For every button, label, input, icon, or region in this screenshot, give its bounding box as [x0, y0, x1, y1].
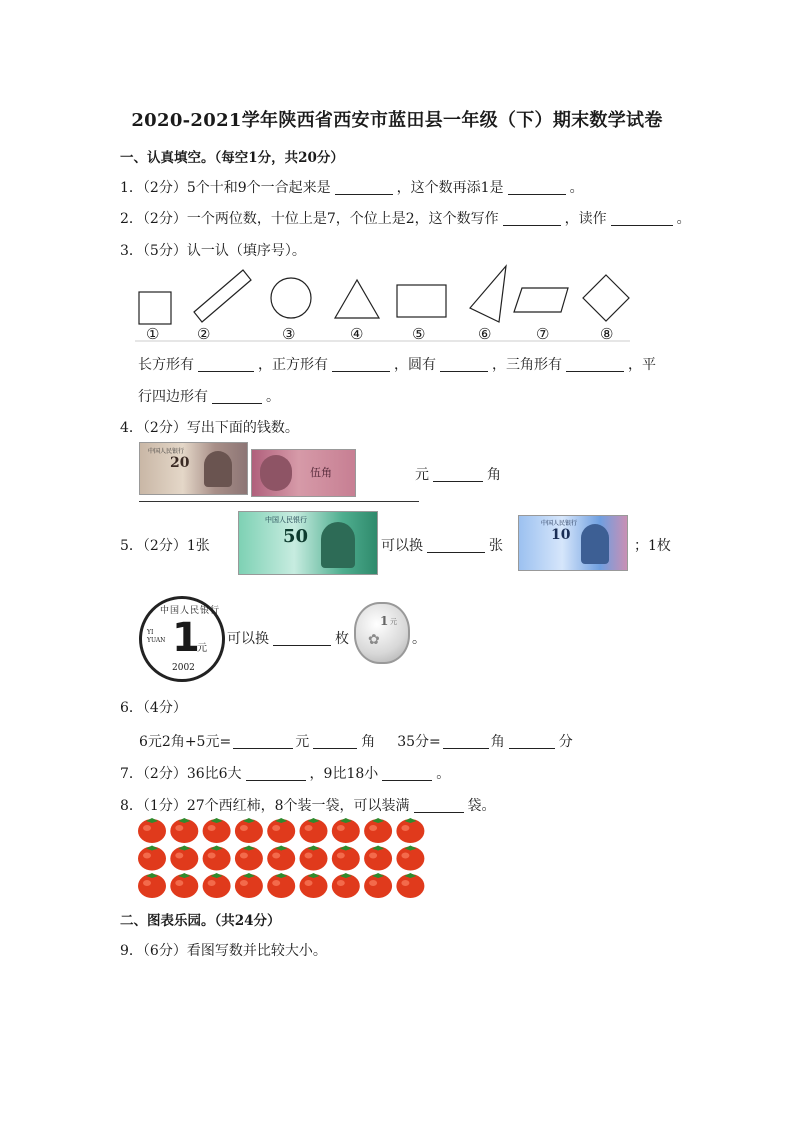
tomato-icon: [300, 818, 328, 843]
shape-label-4: ④: [350, 325, 364, 343]
tomato-icon: [138, 846, 166, 871]
tomato-icon: [332, 818, 360, 843]
q6-unit-d: 分: [558, 734, 573, 750]
tomato-icon: [170, 818, 198, 843]
q7-text-a: 7．（2分）36比6大: [120, 766, 242, 782]
note20-value: 20: [170, 455, 190, 471]
q5-text-g: 。: [412, 631, 426, 647]
shape-label-7: ⑦: [536, 325, 550, 343]
tomato-icon: [170, 873, 198, 898]
tomato-icon: [364, 818, 392, 843]
shape-label-5: ⑤: [412, 325, 426, 343]
tomato-icon: [300, 846, 328, 871]
q3-fill-f: 行四边形有: [138, 389, 208, 405]
tomato-icon: [267, 846, 295, 871]
q5-text-d: ；1枚: [634, 538, 671, 554]
q7-text-c: 。: [436, 766, 451, 782]
q2-text-a: 2．（2分）一个两位数，十位上是7，个位上是2，这个数写作: [120, 211, 499, 227]
q3-fill-b: ，正方形有: [258, 357, 328, 373]
section-1-heading: 一、认真填空。（每空1分，共20分）: [120, 150, 344, 166]
q3-fill-g: 。: [266, 389, 280, 405]
q4-yuan: 元: [415, 467, 429, 483]
tomato-icon: [396, 873, 424, 898]
q8-text-a: 8．（1分）27个西红柿，8个装一袋，可以装满: [120, 798, 410, 814]
tomato-icon: [300, 873, 328, 898]
q5-mei: 枚: [335, 631, 349, 647]
tomato-icon: [170, 846, 198, 871]
shape-label-1: ①: [146, 325, 160, 343]
shape-label-2: ②: [197, 325, 211, 343]
tomato-icon: [396, 846, 424, 871]
q4-jiao: 角: [487, 467, 501, 483]
q5-text-a: 5．（2分）1张: [120, 538, 210, 554]
tomato-icon: [235, 818, 263, 843]
question-3: 3．（5分）认一认（填序号）。: [120, 243, 306, 259]
q5-can-exchange: 可以换: [381, 538, 423, 554]
q6-unit-c: 角: [490, 734, 505, 750]
q2-text-b: ，读作: [564, 211, 607, 227]
note50-header: 中国人民银行: [265, 516, 307, 524]
q3-fill-e: ，平: [628, 357, 656, 373]
coin-year: 2002: [172, 663, 195, 673]
tomato-icon: [235, 873, 263, 898]
question-4: 4．（2分）写出下面的钱数。: [120, 420, 299, 436]
tomato-icon: [364, 846, 392, 871]
q3-fill-c: ，圆有: [394, 357, 436, 373]
q7-text-b: ，9比18小: [309, 766, 379, 782]
tomato-icon: [203, 818, 231, 843]
q6-expr-a: 6元2角+5元=: [139, 734, 232, 750]
note50-value: 50: [283, 526, 309, 547]
q1-text-a: 1．（2分）5个十和9个一合起来是: [120, 180, 331, 196]
tomato-icon: [396, 818, 424, 843]
small-coin-unit: 元: [390, 618, 397, 626]
tomato-icon: [332, 873, 360, 898]
tomato-icon: [332, 846, 360, 871]
question-9: 9．（6分）看图写数并比较大小。: [120, 943, 327, 959]
q3-fill-d: ，三角形有: [492, 357, 562, 373]
tomato-icon: [235, 846, 263, 871]
tomato-icon: [364, 873, 392, 898]
note10-value: 10: [551, 527, 571, 543]
shape-label-6: ⑥: [478, 325, 492, 343]
note5j-value: 伍角: [310, 466, 332, 479]
q6-expr-b: 35分=: [397, 734, 441, 750]
q8-text-b: 袋。: [467, 798, 496, 814]
shape-label-3: ③: [282, 325, 296, 343]
tomato-icon: [203, 846, 231, 871]
coin-pinyin: YI YUAN: [147, 629, 166, 644]
flower-icon: ✿: [368, 632, 380, 648]
q2-text-c: 。: [676, 211, 691, 227]
coin-value: 1: [172, 615, 200, 661]
q5-can-exchange-2: 可以换: [227, 631, 269, 647]
coin-ring-text: 中国人民银行: [160, 606, 221, 616]
tomato-icon: [267, 873, 295, 898]
section-2-heading: 二、图表乐园。（共24分）: [120, 913, 281, 929]
q6-unit-a: 元: [295, 734, 310, 750]
tomato-icon: [138, 818, 166, 843]
q6-unit-b: 角: [361, 734, 376, 750]
q5-zhang: 张: [489, 538, 503, 554]
q3-fill-a: 长方形有: [138, 357, 194, 373]
q1-text-c: 。: [569, 180, 584, 196]
coin-unit: 元: [197, 643, 207, 654]
small-coin-value: 1: [380, 614, 389, 628]
note10-header: 中国人民银行: [541, 520, 578, 527]
tomato-icon: [267, 818, 295, 843]
q1-text-b: ，这个数再添1是: [396, 180, 504, 196]
shape-label-8: ⑧: [600, 325, 614, 343]
question-6: 6．（4分）: [120, 700, 187, 716]
page-title: 2020-2021学年陕西省西安市蓝田县一年级（下）期末数学试卷: [131, 110, 663, 131]
tomato-icon: [138, 873, 166, 898]
note20-header: 中国人民银行: [148, 448, 185, 455]
tomato-icon: [203, 873, 231, 898]
